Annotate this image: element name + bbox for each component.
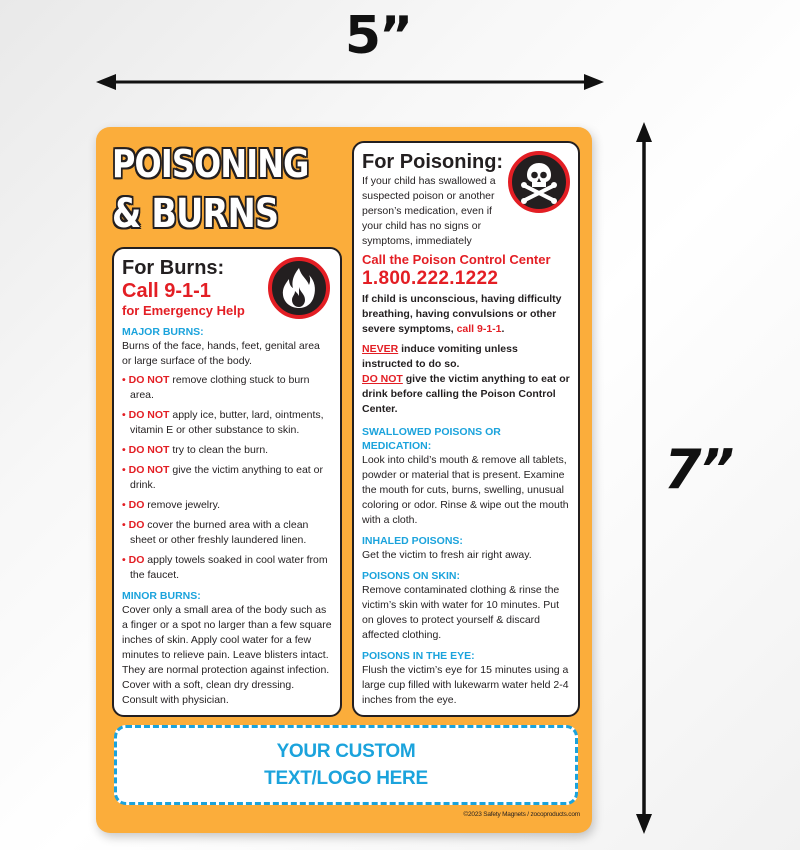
- swallowed-poisons-text: Look into child’s mouth & remove all tablets, powder or material that is present. Examine the mouth for cuts, burns, swelling, unusual coloring or odor. Rinse & wipe out the mouth with a cloth.: [362, 454, 569, 526]
- list-item: • DO NOT give the victim anything to eat or drink.: [122, 464, 323, 491]
- poisons-on-skin-heading: POISONS ON SKIN:: [362, 570, 461, 582]
- severe-symptoms-text: If child is unconscious, having difficulty breathing, having convulsions or other severe symptoms, call 9-1-1.: [362, 293, 562, 335]
- call-911-heading: Call 9-1-1: [122, 280, 211, 302]
- title-line-1: POISONING: [112, 142, 309, 186]
- list-item: • DO NOT try to clean the burn.: [122, 444, 269, 456]
- swallowed-poisons-heading: SWALLOWED POISONS OR MEDICATION:: [362, 426, 501, 452]
- copyright-text: ©2023 Safety Magnets / zocoproducts.com: [463, 811, 580, 818]
- minor-burns-heading: MINOR BURNS:: [122, 590, 201, 602]
- major-burns-text: Burns of the face, hands, feet, genital area or large surface of the body.: [122, 340, 320, 367]
- emergency-help-subheading: for Emergency Help: [122, 303, 245, 318]
- height-dimension-label: 7”: [664, 438, 733, 501]
- major-burns-list: [122, 373, 332, 583]
- inhaled-poisons-text: Get the victim to fresh air right away.: [362, 549, 532, 561]
- minor-burns-text: Cover only a small area of the body such as a finger or a spot no larger than a few square inches of skin. Apply cool water for a few minutes to relieve pain. Leave blisters intact. They are normal protection against infection. Cover with a soft, clean dry dressing. Consult with physician.: [122, 604, 332, 706]
- poisons-in-eye-heading: POISONS IN THE EYE:: [362, 650, 475, 662]
- custom-text-line-1: YOUR CUSTOM: [276, 741, 416, 762]
- never-induce-vomiting-text: NEVER induce vomiting unless instructed to do so.: [362, 343, 518, 370]
- major-burns-heading: MAJOR BURNS:: [122, 326, 204, 338]
- poison-control-heading: Call the Poison Control Center: [362, 252, 551, 267]
- burns-panel: [112, 247, 342, 717]
- list-item: • DO remove jewelry.: [122, 499, 221, 511]
- fire-icon: [268, 257, 330, 319]
- list-item: • DO apply towels soaked in cool water from the faucet.: [122, 554, 328, 581]
- poisoning-panel: [352, 141, 580, 717]
- safety-magnet: [96, 127, 592, 833]
- custom-text-line-2: TEXT/LOGO HERE: [264, 768, 428, 789]
- inhaled-poisons-heading: INHALED POISONS:: [362, 535, 463, 547]
- height-arrow-icon: [632, 122, 656, 834]
- poison-control-phone: 1.800.222.1222: [362, 268, 499, 289]
- do-not-give-text: DO NOT give the victim anything to eat or drink before calling the Poison Control Center.: [362, 373, 570, 415]
- width-arrow-icon: [96, 70, 604, 94]
- burns-heading: For Burns:: [122, 257, 225, 279]
- poisoning-heading: For Poisoning:: [362, 151, 504, 173]
- title-line-2: & BURNS: [112, 191, 279, 237]
- poisoning-intro-text: If your child has swallowed a suspected poison or another person’s medication, even if your child has no signs or symptoms, immediately: [362, 175, 496, 247]
- custom-logo-area: [114, 725, 578, 805]
- list-item: • DO cover the burned area with a clean sheet or other freshly laundered linen.: [122, 519, 309, 546]
- poisons-in-eye-text: Flush the victim’s eye for 15 minutes using a large cup filled with lukewarm water held 2-4 inches from the eye.: [362, 664, 569, 706]
- magnet-title: [112, 139, 309, 239]
- skull-crossbones-icon: [508, 151, 570, 213]
- poisons-on-skin-text: Remove contaminated clothing & rinse the victim’s skin with water for 10 minutes. Put on gloves to protect yourself & discard affected clothing.: [362, 584, 560, 641]
- list-item: • DO NOT apply ice, butter, lard, ointments, vitamin E or other substance to skin.: [122, 409, 324, 436]
- list-item: • DO NOT remove clothing stuck to burn area.: [122, 374, 310, 401]
- width-dimension-label: 5”: [344, 6, 412, 66]
